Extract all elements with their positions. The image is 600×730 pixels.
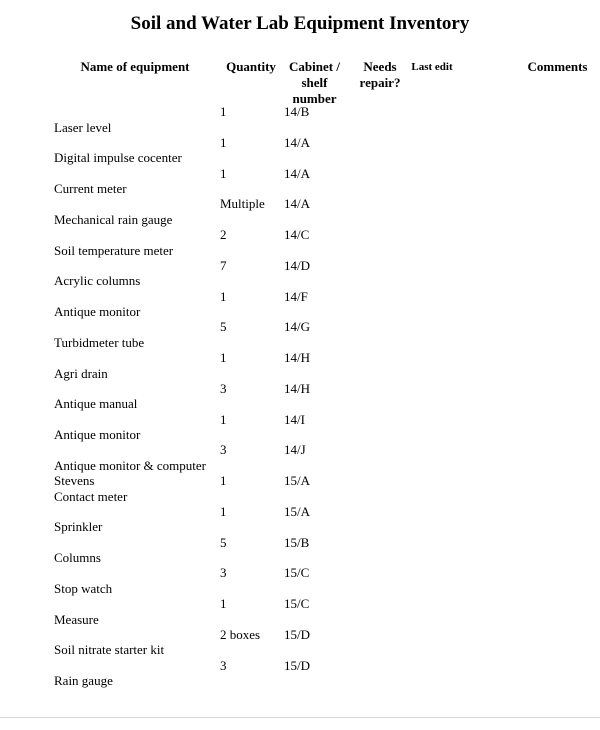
equipment-cabinet: 14/I [284,412,305,427]
equipment-name: Current meter [54,181,127,196]
equipment-cabinet: 15/B [284,535,310,550]
equipment-name: Antique monitor [54,304,141,319]
equipment-name: Sprinkler [54,519,103,534]
header-last-edit: Last edit [411,61,453,73]
equipment-quantity: 5 [220,535,227,550]
header-quantity: Quantity [226,59,276,74]
equipment-cabinet: 14/A [284,166,310,181]
equipment-name: Soil temperature meter [54,243,174,258]
equipment-name: Contact meter [54,489,128,504]
equipment-name: Columns [54,550,101,565]
equipment-cabinet: 14/A [284,135,310,150]
page-bottom-divider [0,717,600,718]
equipment-quantity: 7 [220,258,227,273]
equipment-quantity: 2 boxes [220,627,261,642]
equipment-name: Soil nitrate starter kit [54,642,165,657]
header-cabinet-shelf-number: Cabinet / shelf number [289,59,340,106]
equipment-cabinet: 14/D [284,258,310,273]
equipment-cabinet: 15/D [284,658,310,673]
equipment-cabinet: 15/C [284,596,310,611]
header-name-of-equipment: Name of equipment [80,59,190,74]
equipment-quantity: 1 [220,473,227,488]
equipment-quantity: 1 [220,135,227,150]
equipment-quantity: 1 [220,412,227,427]
equipment-cabinet: 14/H [284,381,310,396]
equipment-quantity: Multiple [220,196,265,211]
equipment-quantity: 3 [220,658,227,673]
equipment-quantity: 3 [220,565,227,580]
equipment-name: Mechanical rain gauge [54,212,173,227]
equipment-quantity: 1 [220,350,227,365]
equipment-cabinet: 15/C [284,565,310,580]
equipment-name: Laser level [54,120,112,135]
equipment-cabinet: 15/D [284,627,310,642]
equipment-cabinet: 15/A [284,473,310,488]
equipment-name: Stop watch [54,581,113,596]
equipment-cabinet: 14/A [284,196,310,211]
equipment-quantity: 1 [220,104,227,119]
equipment-name: Antique monitor & computer [54,458,207,473]
equipment-name: Acrylic columns [54,273,141,288]
equipment-cabinet: 14/G [284,319,310,334]
equipment-cabinet: 15/A [284,504,310,519]
header-comments: Comments [527,59,588,74]
equipment-quantity: 1 [220,289,227,304]
equipment-quantity: 5 [220,319,227,334]
equipment-quantity: 2 [220,227,227,242]
equipment-cabinet: 14/B [284,104,310,119]
header-needs-repair: Needs repair? [359,59,401,90]
page-title: Soil and Water Lab Equipment Inventory [130,13,470,34]
equipment-cabinet: 14/H [284,350,310,365]
equipment-cabinet: 14/C [284,227,310,242]
equipment-name: Antique manual [54,396,138,411]
equipment-name: Agri drain [54,366,108,381]
equipment-quantity: 3 [220,381,227,396]
equipment-cabinet: 14/J [284,442,306,457]
equipment-quantity: 1 [220,504,227,519]
equipment-cabinet: 14/F [284,289,308,304]
equipment-quantity: 1 [220,596,227,611]
equipment-quantity: 3 [220,442,227,457]
equipment-name: Stevens [54,473,95,488]
equipment-quantity: 1 [220,166,227,181]
equipment-name: Antique monitor [54,427,141,442]
equipment-name: Measure [54,612,99,627]
equipment-name: Rain gauge [54,673,113,688]
equipment-name: Turbidmeter tube [54,335,145,350]
equipment-name: Digital impulse cocenter [54,150,182,165]
